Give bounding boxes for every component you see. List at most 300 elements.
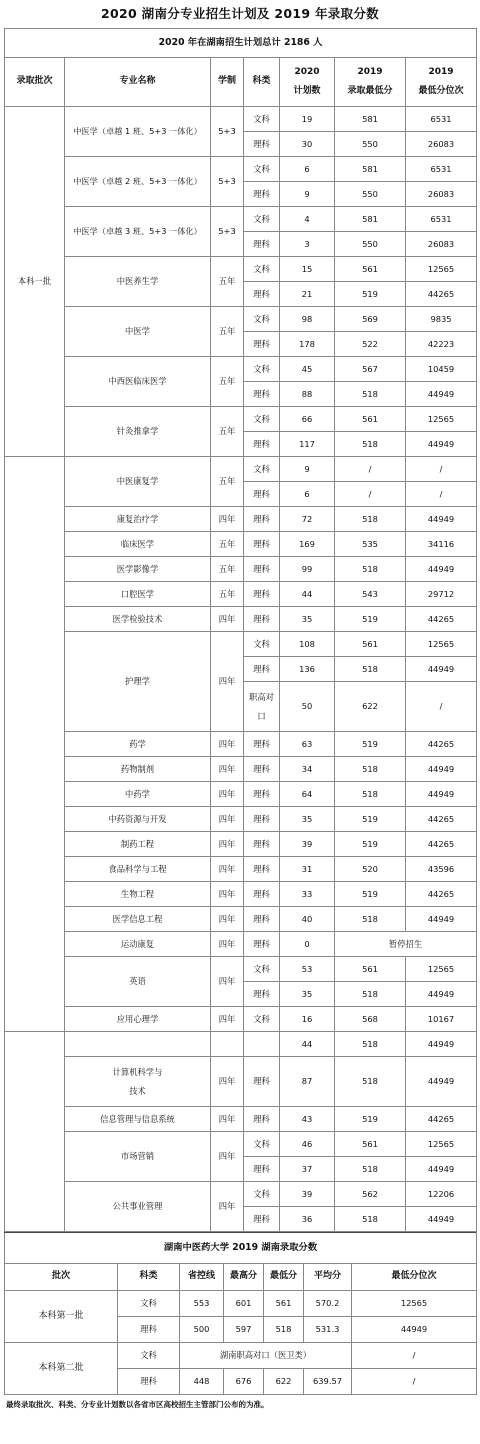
- table-row: [5, 607, 477, 632]
- subject: 理科: [244, 182, 280, 207]
- subject: 文科: [118, 1343, 180, 1369]
- batch-label: 本科第一批: [5, 1291, 118, 1343]
- subject: 理科: [244, 807, 280, 832]
- table-row: [5, 1182, 477, 1207]
- plan-count: 3: [280, 232, 335, 257]
- min-rank: 12206: [406, 1182, 477, 1207]
- header-min: 最低分: [264, 1264, 304, 1291]
- min-score: 518: [335, 657, 406, 682]
- major-name: 护理学: [65, 632, 211, 732]
- min-rank: /: [406, 457, 477, 482]
- min-rank: 10459: [406, 357, 477, 382]
- subject: 文科: [244, 1007, 280, 1032]
- subject: 文科: [244, 107, 280, 132]
- major-name: [65, 1032, 211, 1057]
- table-row: [5, 582, 477, 607]
- header-row: [5, 58, 477, 107]
- min-score: 518: [335, 982, 406, 1007]
- min-score: 569: [335, 307, 406, 332]
- avg-score: 639.57: [304, 1369, 352, 1395]
- major-name: 中医康复学: [65, 457, 211, 507]
- plan-count: 31: [280, 857, 335, 882]
- min-rank: 34116: [406, 532, 477, 557]
- min-score: 562: [335, 1182, 406, 1207]
- years: 五年: [211, 307, 244, 357]
- min-score: /: [335, 482, 406, 507]
- table-row: [5, 507, 477, 532]
- batch-cell-empty: [5, 457, 65, 1032]
- min-score: 519: [335, 1107, 406, 1132]
- years: 五年: [211, 357, 244, 407]
- batch-label: 本科一批: [5, 107, 65, 457]
- plan-count: 72: [280, 507, 335, 532]
- plan-count: 39: [280, 1182, 335, 1207]
- subject: 文科: [244, 257, 280, 282]
- plan-count: 9: [280, 457, 335, 482]
- min-score: 519: [335, 607, 406, 632]
- min-rank: 12565: [406, 957, 477, 982]
- batch-label: 本科第二批: [5, 1343, 118, 1395]
- table-row: [5, 532, 477, 557]
- subject: 理科: [244, 857, 280, 882]
- table-row: [5, 907, 477, 932]
- subject: 理科: [244, 557, 280, 582]
- min-score: 550: [335, 232, 406, 257]
- min-score: 561: [335, 257, 406, 282]
- years: 五年: [211, 457, 244, 507]
- major-name: 食品科学与工程: [65, 857, 211, 882]
- plan-count: 19: [280, 107, 335, 132]
- min-score: /: [335, 457, 406, 482]
- major-name: 针灸推拿学: [65, 407, 211, 457]
- subject: 理科: [244, 282, 280, 307]
- table-row: [5, 557, 477, 582]
- min-rank: 42223: [406, 332, 477, 357]
- plan-count: 9: [280, 182, 335, 207]
- header-batch: 录取批次: [5, 58, 65, 107]
- plan-count: 4: [280, 207, 335, 232]
- years: 四年: [211, 907, 244, 932]
- major-name: 康复治疗学: [65, 507, 211, 532]
- subject: 理科: [244, 482, 280, 507]
- years: 四年: [211, 607, 244, 632]
- vocational-note: 湖南职高对口（医卫类）: [180, 1343, 352, 1369]
- subject: 文科: [118, 1291, 180, 1317]
- table-row: [5, 1032, 477, 1057]
- control-line: 553: [180, 1291, 224, 1317]
- table-row: [5, 732, 477, 757]
- min-rank: 10167: [406, 1007, 477, 1032]
- table-row: [5, 832, 477, 857]
- min-score: 518: [335, 1207, 406, 1232]
- subject: 文科: [244, 407, 280, 432]
- table-row: [5, 882, 477, 907]
- table-row: [5, 807, 477, 832]
- table-row: [5, 207, 477, 232]
- plan-count: 64: [280, 782, 335, 807]
- table-row: [5, 1343, 477, 1369]
- years: 四年: [211, 857, 244, 882]
- min-rank: 44949: [406, 507, 477, 532]
- plan-count: 36: [280, 1207, 335, 1232]
- min-score: 518: [335, 1157, 406, 1182]
- min-score: 519: [335, 732, 406, 757]
- major-name: 应用心理学: [65, 1007, 211, 1032]
- header-rank: 最低分位次: [352, 1264, 477, 1291]
- major-name: 药学: [65, 732, 211, 757]
- major-name: 医学影像学: [65, 557, 211, 582]
- table-row: [5, 157, 477, 182]
- major-name: 医学信息工程: [65, 907, 211, 932]
- plan-count: 178: [280, 332, 335, 357]
- subject: 理科: [118, 1317, 180, 1343]
- subject: 文科: [244, 357, 280, 382]
- min-rank: 44265: [406, 832, 477, 857]
- avg-score: 531.3: [304, 1317, 352, 1343]
- years: 5+3: [211, 157, 244, 207]
- min-score: 518: [335, 507, 406, 532]
- major-name: 临床医学: [65, 532, 211, 557]
- years: 五年: [211, 532, 244, 557]
- table-row: [5, 307, 477, 332]
- years: 四年: [211, 732, 244, 757]
- plan-count: 6: [280, 482, 335, 507]
- subject: 理科: [244, 832, 280, 857]
- major-name: 中西医临床医学: [65, 357, 211, 407]
- plan-count: 88: [280, 382, 335, 407]
- summary-title-row: [5, 1233, 477, 1264]
- min-rank: 44949: [406, 1057, 477, 1107]
- plan-count: 40: [280, 907, 335, 932]
- subject: 文科: [244, 1182, 280, 1207]
- subject: 文科: [244, 1132, 280, 1157]
- years: 四年: [211, 1132, 244, 1182]
- min-score: 622: [264, 1369, 304, 1395]
- min-rank: 43596: [406, 857, 477, 882]
- min-rank: 26083: [406, 182, 477, 207]
- min-score: 518: [335, 907, 406, 932]
- min-score: 561: [335, 957, 406, 982]
- years: 四年: [211, 757, 244, 782]
- plan-count: 99: [280, 557, 335, 582]
- plan-count: 6: [280, 157, 335, 182]
- avg-score: 570.2: [304, 1291, 352, 1317]
- subject: 理科: [244, 132, 280, 157]
- min-rank: 44949: [406, 982, 477, 1007]
- min-rank: 44949: [406, 1207, 477, 1232]
- plan-count: 63: [280, 732, 335, 757]
- min-rank: 44265: [406, 807, 477, 832]
- plan-count: 21: [280, 282, 335, 307]
- major-name: 运动康复: [65, 932, 211, 957]
- min-rank: 44265: [406, 282, 477, 307]
- table-row: [5, 932, 477, 957]
- header-subject: 科类: [244, 58, 280, 107]
- min-score: 518: [335, 1057, 406, 1107]
- max-score: 597: [224, 1317, 264, 1343]
- min-rank: 6531: [406, 107, 477, 132]
- major-name: 中药学: [65, 782, 211, 807]
- min-score: 550: [335, 132, 406, 157]
- years: 四年: [211, 832, 244, 857]
- years: 五年: [211, 407, 244, 457]
- min-score: 519: [335, 807, 406, 832]
- years: [211, 1032, 244, 1057]
- min-score: 518: [335, 1032, 406, 1057]
- min-score: 581: [335, 207, 406, 232]
- subject: 理科: [244, 432, 280, 457]
- years: 5+3: [211, 107, 244, 157]
- plan-count: 46: [280, 1132, 335, 1157]
- total-plan-text: 2020 年在湖南招生计划总计 2186 人: [5, 29, 477, 58]
- min-rank: /: [352, 1343, 477, 1369]
- plan-count: 30: [280, 132, 335, 157]
- min-rank: 44949: [406, 432, 477, 457]
- major-name: 生物工程: [65, 882, 211, 907]
- plan-count: 0: [280, 932, 335, 957]
- min-rank: 9835: [406, 307, 477, 332]
- min-rank: 12565: [406, 632, 477, 657]
- subject: 文科: [244, 957, 280, 982]
- subject: 文科: [244, 157, 280, 182]
- major-name: 中药资源与开发: [65, 807, 211, 832]
- subject: 理科: [244, 382, 280, 407]
- subject: 理科: [244, 882, 280, 907]
- major-name: 口腔医学: [65, 582, 211, 607]
- major-name: 中医学（卓越 2 班、5+3 一体化）: [65, 157, 211, 207]
- plan-count: 66: [280, 407, 335, 432]
- subject: 理科: [244, 1157, 280, 1182]
- table-row: [5, 107, 477, 132]
- plan-count: 45: [280, 357, 335, 382]
- major-name: 信息管理与信息系统: [65, 1107, 211, 1132]
- min-score: 520: [335, 857, 406, 882]
- years: 四年: [211, 882, 244, 907]
- min-score: 519: [335, 832, 406, 857]
- min-score: 567: [335, 357, 406, 382]
- table-row: [5, 457, 477, 482]
- batch-cell-empty: [5, 1032, 65, 1232]
- plan-count: 108: [280, 632, 335, 657]
- major-name: 药物制剂: [65, 757, 211, 782]
- table-row: [5, 1007, 477, 1032]
- min-rank: 29712: [406, 582, 477, 607]
- subject: 理科: [244, 1207, 280, 1232]
- min-score: 561: [264, 1291, 304, 1317]
- table-row: [5, 1132, 477, 1157]
- min-rank: 44949: [406, 757, 477, 782]
- years: 四年: [211, 632, 244, 732]
- major-name: 中医学（卓越 3 班、5+3 一体化）: [65, 207, 211, 257]
- min-rank: 44949: [406, 382, 477, 407]
- subject: 理科: [244, 732, 280, 757]
- table-row: [5, 782, 477, 807]
- min-rank: /: [406, 682, 477, 732]
- table-row: [5, 1107, 477, 1132]
- header-control-line: 省控线: [180, 1264, 224, 1291]
- min-score: 543: [335, 582, 406, 607]
- min-score: 561: [335, 632, 406, 657]
- years: 五年: [211, 582, 244, 607]
- subject: 理科: [244, 907, 280, 932]
- subject: 文科: [244, 207, 280, 232]
- subject: 文科: [244, 457, 280, 482]
- min-rank: 44949: [352, 1317, 477, 1343]
- major-name: 中医学（卓越 1 班、5+3 一体化）: [65, 107, 211, 157]
- subject: 理科: [118, 1369, 180, 1395]
- plan-count: 34: [280, 757, 335, 782]
- summary-title: 湖南中医药大学 2019 湖南录取分数: [5, 1233, 477, 1264]
- control-line: 448: [180, 1369, 224, 1395]
- plan-count: 50: [280, 682, 335, 732]
- min-rank: 12565: [406, 257, 477, 282]
- min-rank: 44265: [406, 882, 477, 907]
- table-row: [5, 757, 477, 782]
- min-score: 550: [335, 182, 406, 207]
- min-score: 518: [335, 757, 406, 782]
- header-min-score: 2019 录取最低分: [335, 58, 406, 107]
- header-years: 学制: [211, 58, 244, 107]
- table-row: [5, 632, 477, 657]
- min-rank: /: [352, 1369, 477, 1395]
- min-score: 581: [335, 107, 406, 132]
- major-name: 公共事业管理: [65, 1182, 211, 1232]
- years: 四年: [211, 1107, 244, 1132]
- plan-count: 117: [280, 432, 335, 457]
- years: 四年: [211, 1007, 244, 1032]
- summary-header-row: [5, 1264, 477, 1291]
- subject: 理科: [244, 782, 280, 807]
- min-rank: 12565: [352, 1291, 477, 1317]
- min-rank: 44265: [406, 732, 477, 757]
- major-name: 医学检验技术: [65, 607, 211, 632]
- header-major: 专业名称: [65, 58, 211, 107]
- subject: 理科: [244, 607, 280, 632]
- min-score: 568: [335, 1007, 406, 1032]
- plan-count: 98: [280, 307, 335, 332]
- plan-count: 35: [280, 982, 335, 1007]
- min-rank: 12565: [406, 407, 477, 432]
- min-rank: 6531: [406, 157, 477, 182]
- plan-count: 39: [280, 832, 335, 857]
- plan-count: 44: [280, 582, 335, 607]
- table-row: [5, 957, 477, 982]
- subject: 理科: [244, 582, 280, 607]
- total-row: [5, 29, 477, 58]
- table-row: [5, 857, 477, 882]
- subject: 理科: [244, 982, 280, 1007]
- plan-count: 35: [280, 607, 335, 632]
- subject: 理科: [244, 657, 280, 682]
- major-name: 中医养生学: [65, 257, 211, 307]
- min-rank: 44949: [406, 1157, 477, 1182]
- header-subject: 科类: [118, 1264, 180, 1291]
- years: 五年: [211, 257, 244, 307]
- min-score: 535: [335, 532, 406, 557]
- years: 四年: [211, 932, 244, 957]
- paused-notice: 暂停招生: [335, 932, 477, 957]
- max-score: 601: [224, 1291, 264, 1317]
- plan-count: 43: [280, 1107, 335, 1132]
- subject: 文科: [244, 307, 280, 332]
- table-row: [5, 1057, 477, 1107]
- years: 5+3: [211, 207, 244, 257]
- min-rank: 12565: [406, 1132, 477, 1157]
- years: 四年: [211, 782, 244, 807]
- min-score: 518: [335, 432, 406, 457]
- major-name: 制药工程: [65, 832, 211, 857]
- years: 五年: [211, 557, 244, 582]
- min-score: 518: [335, 557, 406, 582]
- min-score: 519: [335, 882, 406, 907]
- header-avg: 平均分: [304, 1264, 352, 1291]
- min-score: 581: [335, 157, 406, 182]
- admission-plan-table: [4, 28, 477, 1232]
- min-rank: 44949: [406, 907, 477, 932]
- min-rank: 44949: [406, 1032, 477, 1057]
- min-score: 519: [335, 282, 406, 307]
- min-rank: 26083: [406, 132, 477, 157]
- page-title: 2020 湖南分专业招生计划及 2019 年录取分数: [101, 6, 379, 21]
- years: 四年: [211, 507, 244, 532]
- subject: 理科: [244, 507, 280, 532]
- subject: [244, 1032, 280, 1057]
- min-score: 522: [335, 332, 406, 357]
- subject: 文科: [244, 632, 280, 657]
- subject: 理科: [244, 532, 280, 557]
- min-rank: 6531: [406, 207, 477, 232]
- subject: 理科: [244, 932, 280, 957]
- years: 四年: [211, 807, 244, 832]
- plan-count: 53: [280, 957, 335, 982]
- table-row: [5, 1291, 477, 1317]
- major-name: 市场营销: [65, 1132, 211, 1182]
- major-name: 中医学: [65, 307, 211, 357]
- header-plan: 2020 计划数: [280, 58, 335, 107]
- footnote: 最终录取批次、科类、分专业计划数以各省市区高校招生主管部门公布的为准。: [6, 1400, 269, 1409]
- plan-count: 136: [280, 657, 335, 682]
- min-rank: /: [406, 482, 477, 507]
- max-score: 676: [224, 1369, 264, 1395]
- years: 四年: [211, 1057, 244, 1107]
- plan-count: 33: [280, 882, 335, 907]
- plan-count: 16: [280, 1007, 335, 1032]
- min-rank: 44265: [406, 1107, 477, 1132]
- plan-count: 35: [280, 807, 335, 832]
- min-rank: 44949: [406, 657, 477, 682]
- min-rank: 44265: [406, 607, 477, 632]
- subject: 理科: [244, 1057, 280, 1107]
- table-row: [5, 407, 477, 432]
- min-score: 518: [264, 1317, 304, 1343]
- subject: 理科: [244, 332, 280, 357]
- header-max: 最高分: [224, 1264, 264, 1291]
- min-score: 518: [335, 782, 406, 807]
- plan-count: 169: [280, 532, 335, 557]
- major-name: 英语: [65, 957, 211, 1007]
- subject: 理科: [244, 232, 280, 257]
- table-row: [5, 357, 477, 382]
- plan-count: 44: [280, 1032, 335, 1057]
- header-batch: 批次: [5, 1264, 118, 1291]
- min-score: 622: [335, 682, 406, 732]
- major-name: 计算机科学与 技术: [65, 1057, 211, 1107]
- min-score: 561: [335, 1132, 406, 1157]
- score-summary-table: [4, 1232, 477, 1395]
- min-score: 561: [335, 407, 406, 432]
- plan-count: 15: [280, 257, 335, 282]
- control-line: 500: [180, 1317, 224, 1343]
